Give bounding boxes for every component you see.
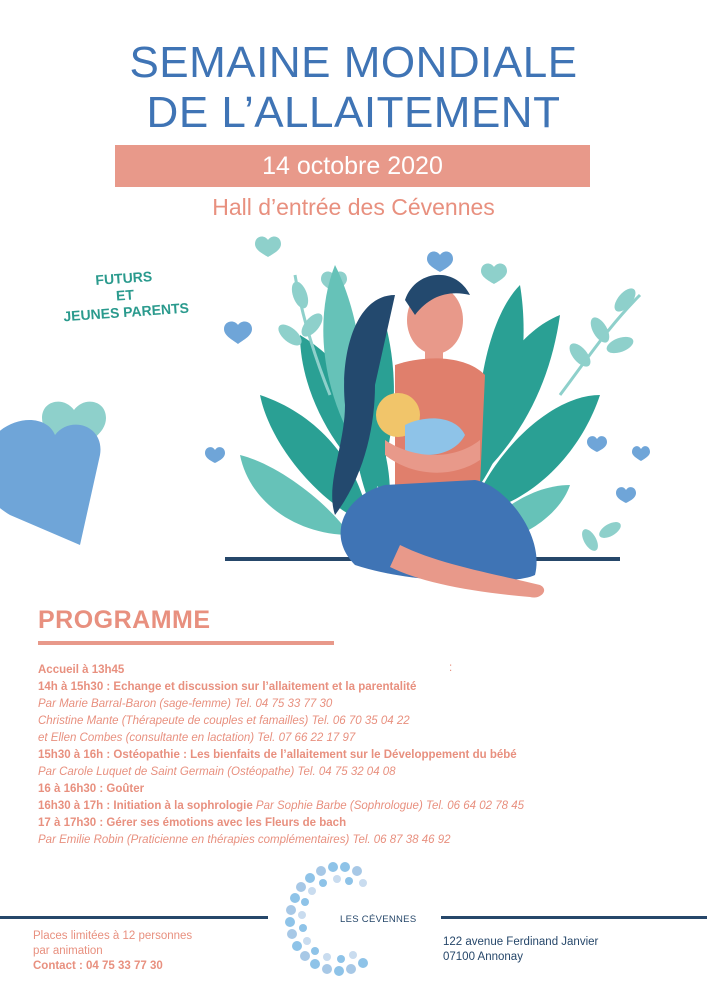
list-item: 14h à 15h30 : Echange et discussion sur l’allaitement et la parentalité [38, 681, 417, 693]
footer-info [33, 929, 192, 974]
page-title-line2: DE L’ALLAITEMENT [146, 88, 561, 137]
audience-line2: ET [115, 286, 135, 304]
list-item: Accueil à 13h45 [38, 664, 125, 676]
list-item: Par Marie Barral-Baron (sage-femme) Tel. 04 75 33 77 30 [38, 698, 333, 710]
list-item: et Ellen Combes (consultante en lactation) Tel. 07 66 22 17 97 [38, 732, 356, 744]
footer-address [443, 935, 598, 965]
list-item: Christine Mante (Thérapeute de couples et famailles) Tel. 06 70 35 04 22 [38, 715, 410, 727]
large-heart-icon [0, 420, 100, 545]
contact-line: Contact : 04 75 33 77 30 [33, 960, 163, 972]
address-line2: 07100 Annonay [443, 951, 523, 963]
list-item: 17 à 17h30 : Gérer ses émotions avec les Fleurs de bach [38, 817, 347, 829]
audience-line3: JEUNES PARENTS [62, 299, 190, 325]
footer-rule-left [0, 916, 268, 919]
list-item: 15h30 à 16h : Ostéopathie : Les bienfaits de l’allaitement sur le Développement du bébé [38, 749, 517, 761]
stray-colon: : [449, 662, 453, 674]
places-line2: par animation [33, 945, 103, 957]
programme-underline [38, 641, 334, 645]
event-date: 14 octobre 2020 [262, 152, 443, 180]
list-item: Par Emilie Robin (Praticienne en thérapies complémentaires) Tel. 06 87 38 46 92 [38, 834, 451, 846]
places-line1: Places limitées à 12 personnes [33, 930, 193, 942]
programme-heading: PROGRAMME [38, 606, 211, 634]
list-item: Par Carole Luquet de Saint Germain (Ostéopathe) Tel. 04 75 32 04 08 [38, 766, 396, 778]
programme-list [38, 662, 678, 849]
audience-line1: FUTURS [94, 268, 153, 289]
page-title-line1: SEMAINE MONDIALE [129, 38, 578, 87]
address-line1: 122 avenue Ferdinand Janvier [443, 936, 599, 948]
footer-rule-right [441, 916, 707, 919]
breastfeeding-illustration [0, 225, 707, 615]
event-venue: Hall d’entrée des Cévennes [212, 194, 495, 220]
list-item: 16 à 16h30 : Goûter [38, 783, 145, 795]
list-item: 16h30 à 17h : Initiation à la sophrologie Par Sophie Barbe (Sophrologue) Tel. 06 64 02 78 45 [38, 800, 525, 812]
logo-label: LES CÉVENNES [340, 914, 417, 925]
